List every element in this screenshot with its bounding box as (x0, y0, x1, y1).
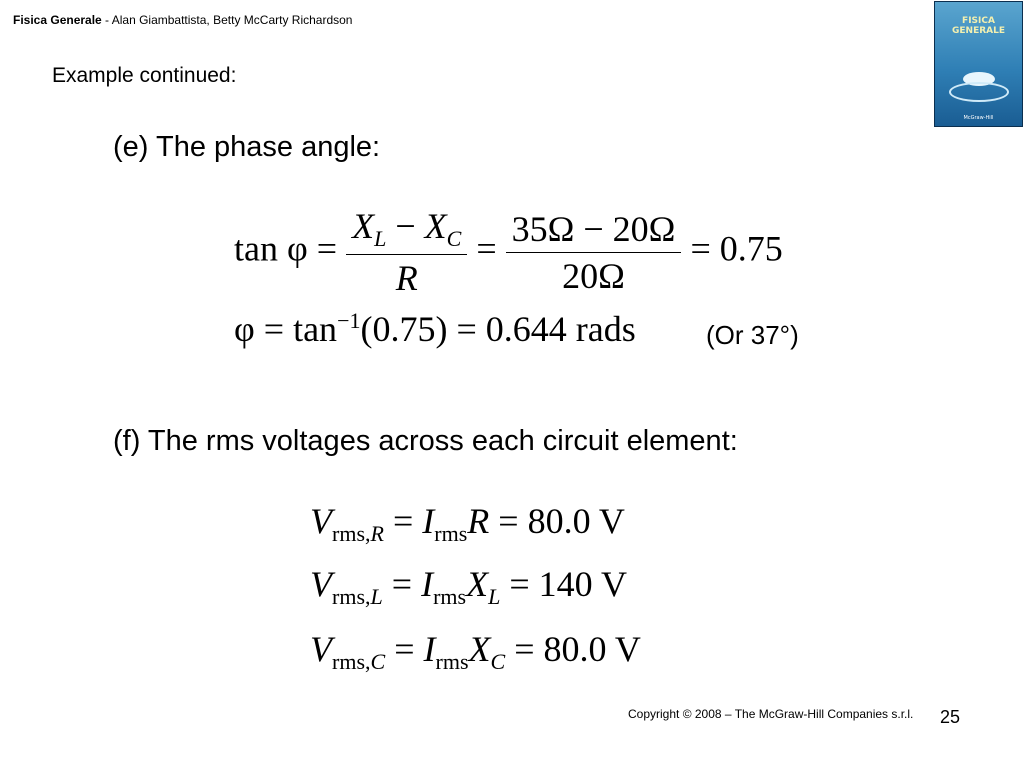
numeric-fraction: $\frac{35\Omega - 20\Omega}{20\Omega}$ (506, 208, 682, 297)
reactance-fraction: $\frac{X_L - X_C}{R}$ (346, 205, 467, 299)
phi-degrees-note: (Or 37°) (706, 320, 799, 350)
v-rms-l-result: = 140 V (509, 564, 627, 604)
part-f-heading: (f) The rms voltages across each circuit element: (113, 425, 738, 457)
book-title: Fisica Generale (13, 13, 102, 27)
v-rms-c-result: = 80.0 V (514, 629, 641, 669)
tan-phi-lhs: tan φ = (234, 228, 338, 269)
copyright-footer: Copyright © 2008 – The McGraw-Hill Companies s.r.l. (628, 707, 914, 721)
equation-tan-phi: tan φ = $\frac{X_L - X_C}{R}$ = $\frac{35\Omega - 20\Omega}{20\Omega}$ = 0.75 (234, 206, 783, 299)
slide-header (13, 13, 352, 27)
tan-phi-result: = 0.75 (690, 228, 783, 269)
book-authors: - Alan Giambattista, Betty McCarty Richardson (101, 13, 353, 27)
water-ripple-graphic (949, 82, 1009, 102)
cover-publisher: McGraw-Hill (963, 115, 994, 121)
equation-v-rms-c: $V_{rms,C} = I_{rms}X_C = 80.0$ V (310, 629, 641, 675)
phi-result: = 0.644 rads (456, 309, 636, 349)
equation-v-rms-r: $V_{rms,R} = I_{rms}R = 80.0$ V (310, 501, 625, 547)
slide-subtitle: Example continued: (52, 64, 237, 87)
equation-phi: $\varphi = \tan^{-1}(0.75) = 0.644$ rads (234, 308, 636, 349)
equation-v-rms-l: $V_{rms,L} = I_{rms}X_L = 140$ V (310, 564, 627, 610)
cover-title: FISICA GENERALE (952, 16, 1005, 36)
book-cover-image (934, 1, 1023, 127)
part-e-heading: (e) The phase angle: (113, 131, 381, 163)
page-number: 25 (940, 707, 961, 727)
v-rms-r-result: = 80.0 V (498, 501, 625, 541)
